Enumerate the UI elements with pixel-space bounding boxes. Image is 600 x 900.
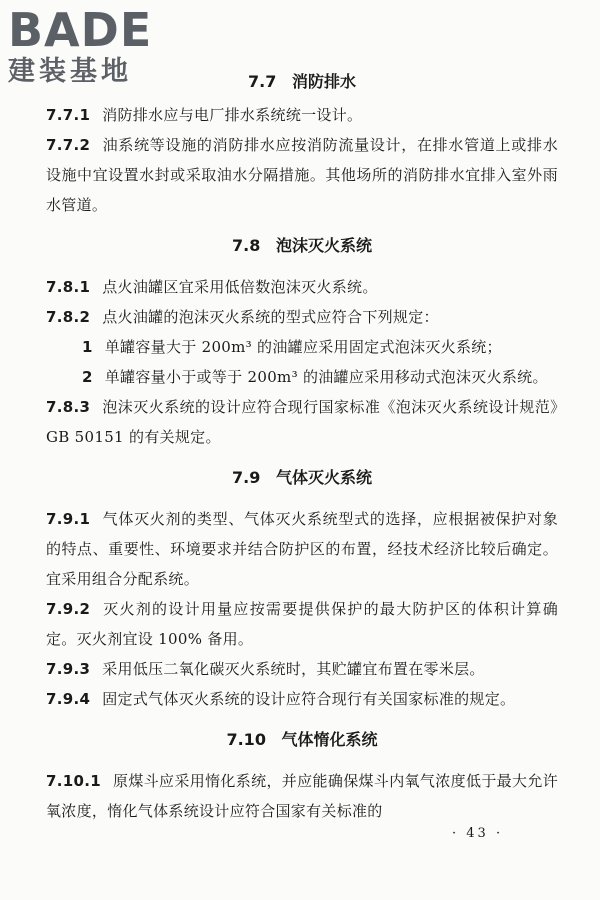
- clause-number: 7.10.1: [46, 772, 101, 790]
- list-item-1: [46, 332, 558, 362]
- clause-text: 固定式气体灭火系统的设计应符合现行有关国家标准的规定。: [102, 690, 516, 708]
- clause-text: 采用低压二氧化碳灭火系统时，其贮罐宜布置在零米层。: [102, 660, 485, 678]
- section-heading-7-9: 7.9 气体灭火系统: [232, 468, 372, 487]
- clause-7-7-1: [46, 100, 558, 130]
- clause-text: 油系统等设施的消防排水应按消防流量设计，在排水管道上或排水设施中宜设置水封或采取油水分隔措施。其他场所的消防排水宜排入室外雨水管道。: [46, 136, 558, 214]
- clause-7-9-4: [46, 684, 558, 714]
- logo-wordmark: BADE: [8, 3, 153, 57]
- clause-number: 7.7.2: [46, 136, 91, 154]
- section-heading-7-7: 7.7 消防排水: [248, 72, 356, 91]
- clause-7-8-1: [46, 272, 558, 302]
- clause-7-9-1: [46, 504, 558, 594]
- page-number: · 43 ·: [452, 826, 504, 841]
- item-text: 单罐容量小于或等于 200m³ 的油罐应采用移动式泡沫灭火系统。: [104, 368, 548, 386]
- item-number: 1: [82, 338, 93, 356]
- clause-7-8-2: [46, 302, 558, 332]
- clause-7-10-1: [46, 766, 558, 826]
- clause-number: 7.9.3: [46, 660, 91, 678]
- section-heading-7-8: 7.8 泡沫灭火系统: [232, 236, 372, 255]
- clause-number: 7.9.1: [46, 510, 91, 528]
- clause-7-8-3: [46, 392, 558, 452]
- clause-text: 泡沫灭火系统的设计应符合现行国家标准《泡沫灭火系统设计规范》GB 50151 的有关规定。: [46, 398, 558, 446]
- clause-number: 7.7.1: [46, 106, 91, 124]
- logo-chinese: 建装基地: [8, 56, 132, 87]
- clause-text: 点火油罐区宜采用低倍数泡沫灭火系统。: [102, 278, 378, 296]
- clause-7-7-2: [46, 130, 558, 220]
- item-text: 单罐容量大于 200m³ 的油罐应采用固定式泡沫灭火系统；: [104, 338, 502, 356]
- item-number: 2: [82, 368, 93, 386]
- clause-number: 7.8.1: [46, 278, 91, 296]
- clause-text: 点火油罐的泡沫灭火系统的型式应符合下列规定：: [102, 308, 439, 326]
- clause-text: 气体灭火剂的类型、气体灭火系统型式的选择，应根据被保护对象的特点、重要性、环境要求并结合防护区的布置，经技术经济比较后确定。宜采用组合分配系统。: [46, 510, 558, 588]
- clause-number: 7.9.4: [46, 690, 91, 708]
- clause-number: 7.8.2: [46, 308, 91, 326]
- list-item-2: [46, 362, 558, 392]
- clause-number: 7.9.2: [46, 600, 91, 618]
- clause-text: 灭火剂的设计用量应按需要提供保护的最大防护区的体积计算确定。灭火剂宜设 100% 备用。: [46, 600, 558, 648]
- clause-7-9-3: [46, 654, 558, 684]
- clause-7-9-2: [46, 594, 558, 654]
- section-heading-7-10: 7.10 气体惰化系统: [226, 730, 378, 749]
- clause-text: 原煤斗应采用惰化系统，并应能确保煤斗内氧气浓度低于最大允许氧浓度，惰化气体系统设计应符合国家有关标准的: [46, 772, 558, 820]
- page-content: [46, 64, 558, 826]
- clause-text: 消防排水应与电厂排水系统统一设计。: [102, 106, 363, 124]
- clause-number: 7.8.3: [46, 398, 91, 416]
